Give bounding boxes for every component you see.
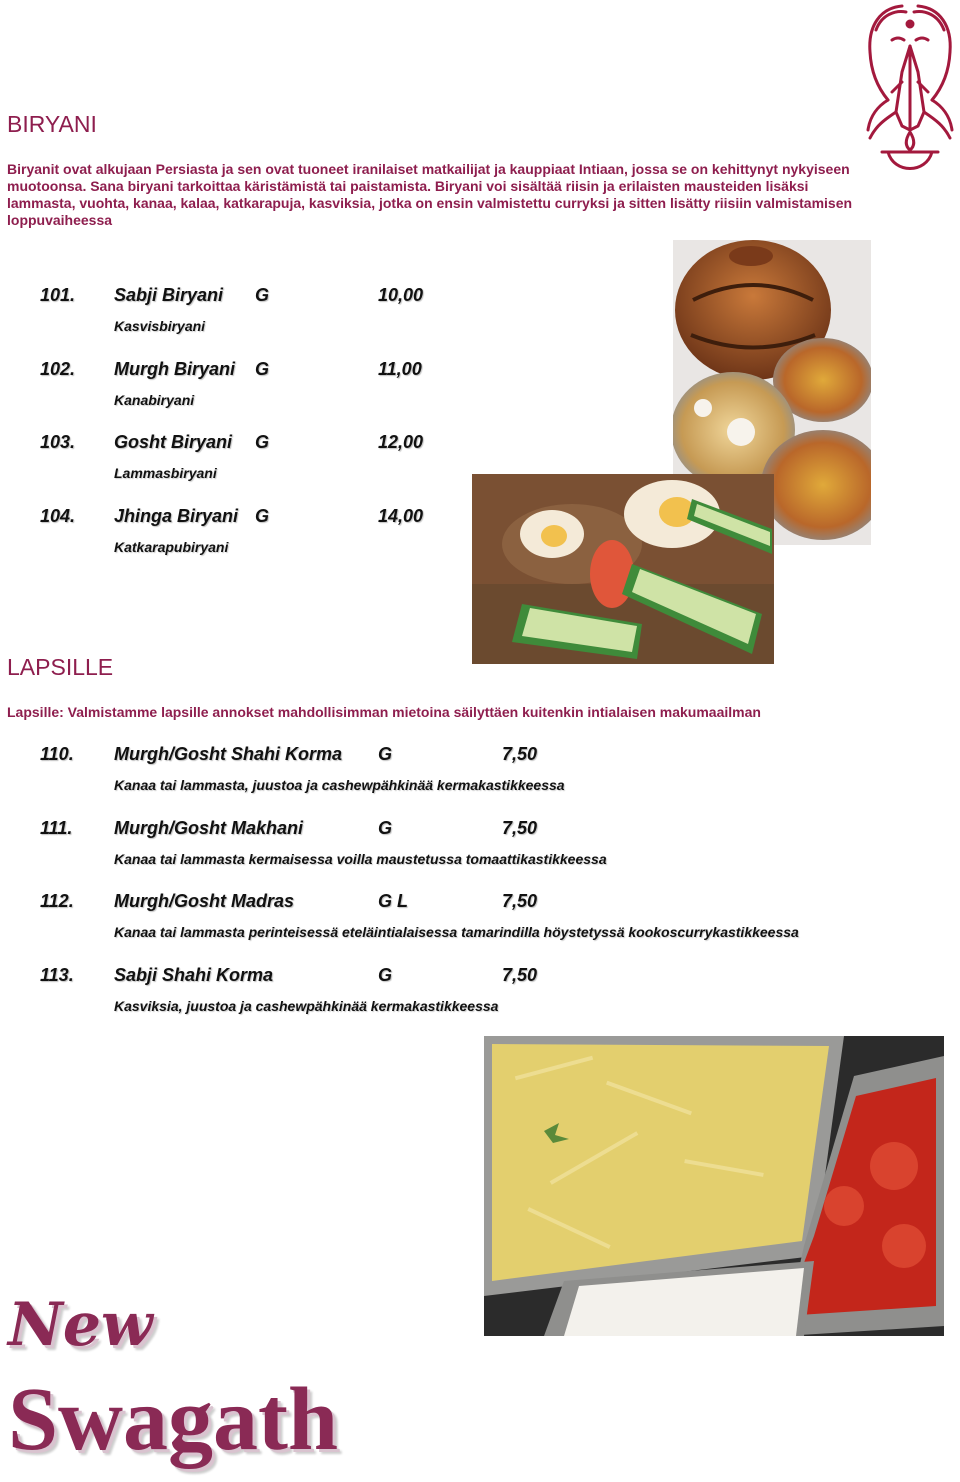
biryani-heading: BIRYANI: [7, 111, 97, 137]
item-price: 10,00: [378, 285, 424, 305]
item-number: 111.: [40, 818, 73, 838]
item-diet-tag: G L: [378, 891, 408, 911]
biryani-plate-photo: [472, 474, 774, 664]
item-diet-tag: G: [255, 359, 270, 379]
item-description: Kasvisbiryani: [114, 318, 206, 334]
item-description: Kanaa tai lammasta kermaisessa voilla maustetussa tomaattikastikkeessa: [114, 851, 607, 867]
item-description: Kanaa tai lammasta perinteisessä eteläintialaisessa tamarindilla höystetyssä kookoscurrykastikkeessa: [114, 924, 799, 940]
item-number: 104.: [40, 506, 76, 526]
item-description: Kanabiryani: [114, 392, 195, 408]
item-diet-tag: G: [255, 432, 270, 452]
item-diet-tag: G: [255, 285, 270, 305]
item-price: 7,50: [502, 891, 538, 911]
item-price: 7,50: [502, 744, 538, 764]
item-description: Katkarapubiryani: [114, 539, 229, 555]
item-description: Lammasbiryani: [114, 465, 217, 481]
lapsille-heading: LAPSILLE: [7, 654, 114, 680]
item-number: 112.: [40, 891, 74, 911]
thali-tray-photo: [484, 1036, 944, 1336]
item-description: Kanaa tai lammasta, juustoa ja cashewpähkinää kermakastikkeessa: [114, 777, 565, 793]
item-number: 102.: [40, 359, 76, 379]
biryani-intro: Biryanit ovat alkujaan Persiasta ja sen ovat tuoneet iranilaiset matkailijat ja kauppiaat Intiaan, jossa se on kehittynyt nykyiseen muotoonsa. Sana biryani tarkoittaa käristämistä tai paistamista. Biryani voi sisältää riisin ja erilaisten mausteiden lisäksi lammasta, vuohta, kanaa, kalaa, katkarapuja, kasviksia, jotka on ensin valmistettu curryksi ja sitten lisätty riisiin valmistamisen loppuvaiheessa: [7, 161, 853, 228]
item-number: 101.: [40, 285, 76, 305]
item-price: 11,00: [378, 359, 422, 379]
item-diet-tag: G: [378, 744, 393, 764]
item-price: 7,50: [502, 965, 538, 985]
item-name: Murgh Biryani: [114, 359, 236, 379]
item-diet-tag: G: [378, 965, 393, 985]
item-price: 12,00: [378, 432, 424, 452]
item-name: Sabji Biryani: [114, 285, 224, 305]
lapsille-intro: Lapsille: Valmistamme lapsille annokset mahdollisimman mietoina säilyttäen kuitenkin intialaisen makumaailman: [7, 704, 761, 720]
item-name: Sabji Shahi Korma: [114, 965, 274, 985]
item-price: 7,50: [502, 818, 538, 838]
brand-wordmark-swagath: Swagath: [8, 1370, 339, 1469]
menu-item-110: [0, 744, 640, 768]
item-number: 110.: [40, 744, 74, 764]
item-price: 14,00: [378, 506, 424, 526]
item-diet-tag: G: [255, 506, 270, 526]
menu-item-111: [0, 818, 640, 842]
item-name: Murgh/Gosht Shahi Korma: [114, 744, 343, 764]
item-name: Gosht Biryani: [114, 432, 233, 452]
menu-item-101: [0, 285, 640, 309]
item-name: Jhinga Biryani: [114, 506, 239, 526]
item-name: Murgh/Gosht Madras: [114, 891, 295, 911]
brand-wordmark-new: New: [8, 1290, 153, 1360]
menu-item-102: [0, 359, 640, 383]
item-name: Murgh/Gosht Makhani: [114, 818, 303, 838]
menu-item-103: [0, 432, 640, 456]
item-number: 103.: [40, 432, 76, 452]
item-description: Kasviksia, juustoa ja cashewpähkinää kermakastikkeessa: [114, 998, 499, 1014]
menu-item-112: [0, 891, 640, 915]
item-diet-tag: G: [378, 818, 393, 838]
menu-item-113: [0, 965, 640, 989]
namaste-hands-diya-logo-icon: [862, 2, 958, 186]
item-number: 113.: [40, 965, 74, 985]
